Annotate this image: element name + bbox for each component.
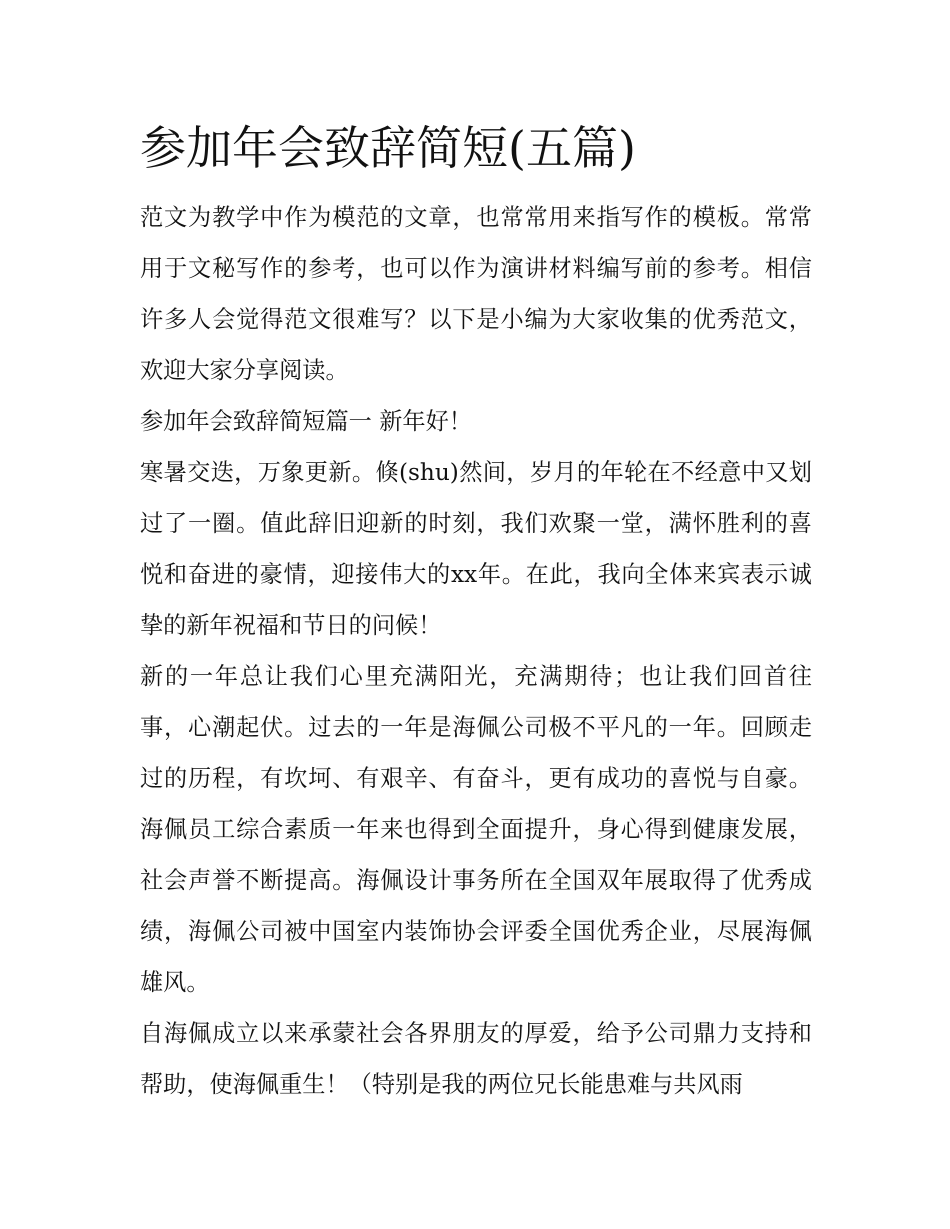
paragraph-thanks: 自海佩成立以来承蒙社会各界朋友的厚爱，给予公司鼎力支持和帮助，使海佩重生！（特别是我的两位兄长能患难与共风雨 bbox=[140, 1020, 812, 1098]
paragraph-greeting: 寒暑交迭，万象更新。倏(shu)然间，岁月的年轮在不经意中又划过了一圈。值此辞旧迎新的时刻，我们欢聚一堂，满怀胜利的喜悦和奋进的豪情，迎接伟大的xx年。在此，我向全体来宾表示诚挚的新年祝福和节日的问候！ bbox=[140, 459, 812, 639]
paragraph-section-heading: 参加年会致辞简短篇一 新年好！ bbox=[140, 408, 472, 435]
paragraph-review: 新的一年总让我们心里充满阳光，充满期待；也让我们回首往事，心潮起伏。过去的一年是海佩公司极不平凡的一年。回顾走过的历程，有坎坷、有艰辛、有奋斗，更有成功的喜悦与自豪。海佩员工综合素质一年来也得到全面提升，身心得到健康发展，社会声誉不断提高。海佩设计事务所在全国双年展取得了优秀成绩，海佩公司被中国室内装饰协会评委全国优秀企业，尽展海佩雄风。 bbox=[140, 663, 812, 996]
document-title: 参加年会致辞简短(五篇) bbox=[140, 121, 636, 175]
document-body bbox=[140, 118, 812, 1110]
paragraph-intro: 范文为教学中作为模范的文章，也常常用来指写作的模板。常常用于文秘写作的参考，也可以作为演讲材料编写前的参考。相信许多人会觉得范文很难写？以下是小编为大家收集的优秀范文，欢迎大家分享阅读。 bbox=[140, 204, 812, 384]
